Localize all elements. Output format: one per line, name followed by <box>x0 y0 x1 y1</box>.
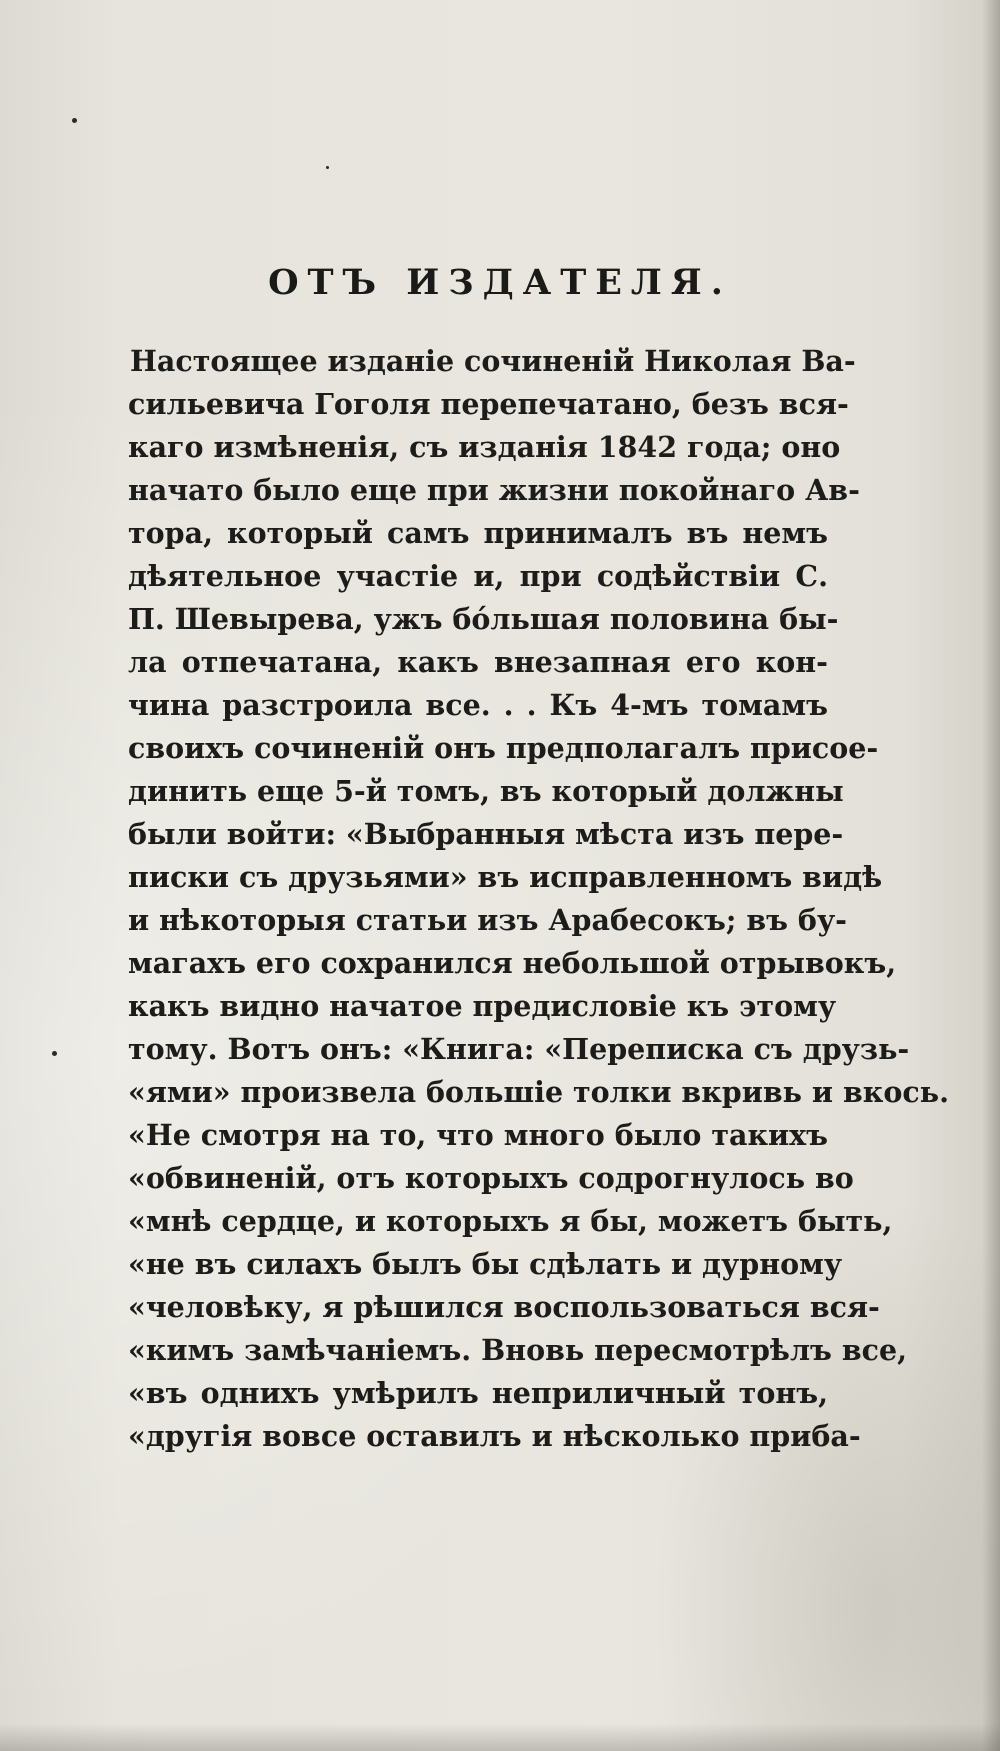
text-line: какъ видно начатое предисловіе къ этому <box>128 989 837 1023</box>
page-heading: ОТЪ ИЗДАТЕЛЯ. <box>268 262 732 303</box>
text-line: «въ однихъ умѣрилъ неприличный тонъ, <box>128 1376 828 1410</box>
text-line: тому. Вотъ онъ: «Книга: «Переписка съ друзь- <box>128 1032 910 1066</box>
text-line: сильевича Гоголя перепечатано, безъ вся- <box>128 387 849 421</box>
text-line: каго измѣненія, съ изданія 1842 года; оно <box>128 430 841 464</box>
text-line: «Не смотря на то, что много было такихъ <box>128 1118 829 1152</box>
text-line: «ями» произвела большіе толки вкривь и вкось. <box>128 1075 950 1109</box>
text-line: «человѣку, я рѣшился воспользоваться вся- <box>128 1290 880 1324</box>
text-line: и нѣкоторыя статьи изъ Арабесокъ; въ бу- <box>128 903 848 937</box>
text-line: Настоящее изданіе сочиненій Николая Ва- <box>130 344 856 378</box>
text-line: динить еще 5-й томъ, въ который должны <box>128 774 844 808</box>
text-line: тора, который самъ принималъ въ немъ <box>128 516 828 550</box>
text-line: своихъ сочиненій онъ предполагалъ присое- <box>128 731 879 765</box>
text-line: «кимъ замѣчаніемъ. Вновь пересмотрѣлъ все, <box>128 1333 908 1367</box>
text-line: магахъ его сохранился небольшой отрывокъ, <box>128 946 897 980</box>
ink-speck <box>52 1051 57 1056</box>
text-line: ла отпечатана, какъ внезапная его кон- <box>128 645 828 679</box>
text-line: начато было еще при жизни покойнаго Ав- <box>128 473 860 507</box>
text-line: писки съ друзьями» въ исправленномъ видѣ <box>128 860 883 894</box>
text-line: «не въ силахъ былъ бы сдѣлать и дурному <box>128 1247 843 1281</box>
text-line: П. Шевырева, ужъ бо́льшая половина бы- <box>128 602 839 636</box>
text-line: дѣятельное участіе и, при содѣйствіи С. <box>128 559 828 593</box>
ink-speck <box>326 166 329 169</box>
text-line: «другія вовсе оставилъ и нѣсколько приба- <box>128 1419 861 1453</box>
text-line: «обвиненій, отъ которыхъ содрогнулось во <box>128 1161 854 1195</box>
page-edge-shadow-bottom <box>0 1723 1000 1751</box>
text-line: «мнѣ сердце, и которыхъ я бы, можетъ быть, <box>128 1204 893 1238</box>
text-line: чина разстроила все. . . Къ 4-мъ томамъ <box>128 688 828 722</box>
ink-speck <box>72 118 77 123</box>
body-text <box>128 340 950 1458</box>
text-line: были войти: «Выбранныя мѣста изъ пере- <box>128 817 844 851</box>
